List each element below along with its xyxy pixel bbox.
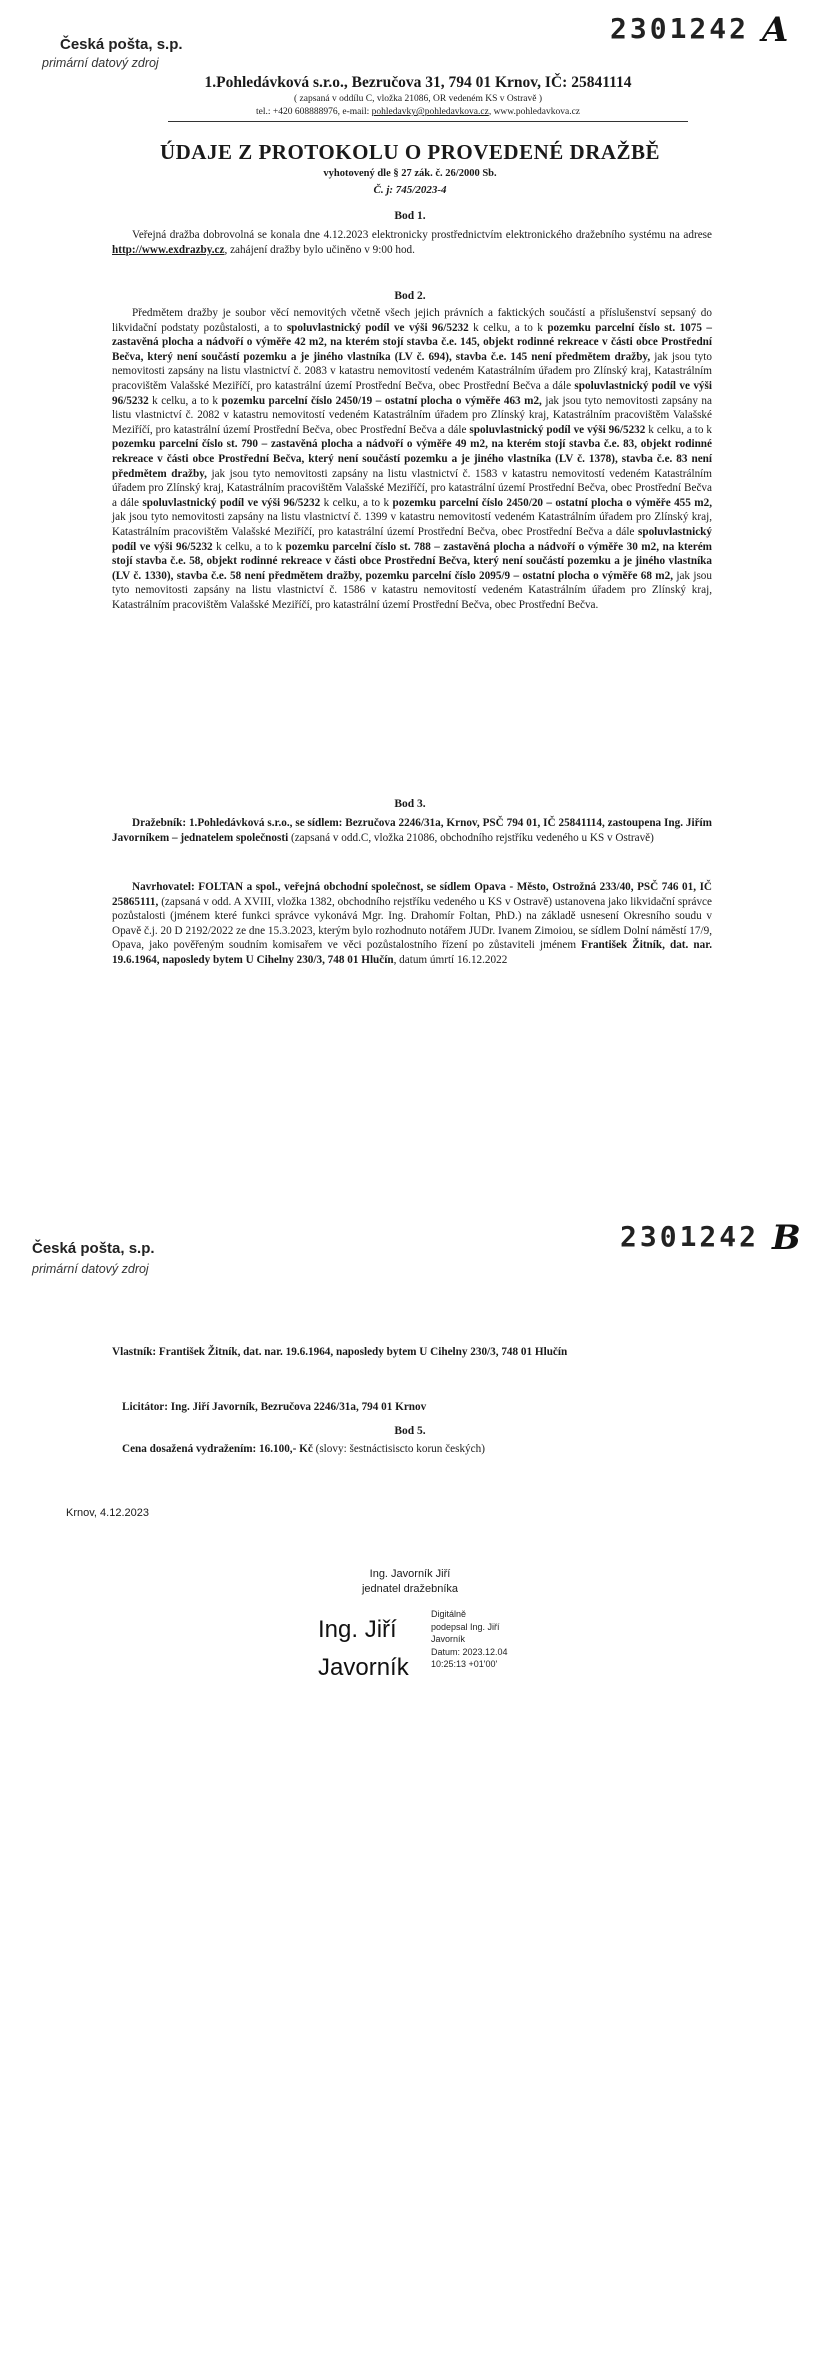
section-heading-bod5: Bod 5. xyxy=(394,1425,426,1437)
bod2-part: k celku, a to k xyxy=(468,321,548,334)
price-line xyxy=(122,1442,722,1457)
bod2-part: pozemku parcelní číslo st. 1075 – zastavěná plocha a nádvoří o výměře 42 m2, na kterém stojí stavba č.e. 145, objekt rodinné rekreace v části obce Prostřední Bečva, který není součástí pozemku a je jiného vlastníka (LV č. 694), stavba č.e. 145 není předmětem dražby, xyxy=(112,321,712,363)
page-b xyxy=(0,1150,818,2356)
esig-detail-line: 10:25:13 +01'00' xyxy=(431,1659,498,1669)
owner-line: Vlastník: František Žitník, dat. nar. 19.6.1964, naposledy bytem U Cihelny 230/3, 748 01 Hlučín xyxy=(112,1346,568,1358)
document-letter: A xyxy=(762,10,789,50)
bod2-part: pozemku parcelní číslo st. 790 – zastavěná plocha a nádvoří o výměře 49 m2, na kterém stojí stavba č.e. 83, objekt rodinné rekreace v části obce Prostřední Bečva, který není součástí pozemku a je jiného vlastníka (LV č. 1378), stavba č.e. 83 není předmětem dražby, xyxy=(112,438,712,480)
signer-name: Ing. Javorník Jiří xyxy=(369,1568,451,1580)
bod2-part: Předmětem dražby je soubor věcí nemovitých včetně všech jejich právních a faktických součástí a příslušenství sepsaný do likvidační podstaty pozůstalosti, a to xyxy=(112,307,712,334)
price-words: (slovy: šestnáctisiscto korun českých) xyxy=(312,1443,485,1455)
bod2-part: pozemku parcelní číslo st. 788 – zastavěná plocha a nádvoří o výměře 30 m2, na kterém stojí stavba č.e. 58, objekt rodinné rekreace v části obce Prostřední Bečva, který není součástí pozemku a je jiného vlastníka (LV č. 1330), stavba č.e. 58 není předmětem dražby, pozemku parcelní číslo 2095/9 – ostatní plocha o výměře 68 m2, xyxy=(112,540,712,582)
licitator-line: Licitátor: Ing. Jiří Javorník, Bezručova 2246/31a, 794 01 Krnov xyxy=(122,1401,427,1413)
section-bod1-text xyxy=(112,228,712,257)
bod2-part: k celku, a to k xyxy=(148,394,222,407)
esig-name-last: Javorník xyxy=(318,1654,409,1681)
stamp-subtitle: primární datový zdroj xyxy=(32,1262,149,1276)
company-registration: ( zapsaná v oddílu C, vložka 21086, OR vedeném KS v Ostravě ) xyxy=(293,94,542,104)
page-a xyxy=(0,0,818,1150)
proposer-text: (zapsaná v odd. A XVIII, vložka 1382, obchodního rejstříku vedeného u KS v Ostravě) ustanovena jako likvidační správce pozůstalosti (jménem které funkci správce vykonává Mgr. Ing. Drahomír Foltan, PhD.) na základě usnesení Okresního soudu v Opavě č.j. 20 D 2192/2022 ze dne 15.3.2023, kterým bylo rozhodnuto notářem JUDr. Ivanem Zimoiou, se sídlem Dolní náměstí 17/9, Opava, jako pověřeným soudním komisařem ve věci pozůstalostního řízení po zůstaviteli jménem xyxy=(112,895,712,952)
bod2-part: k celku, a to k xyxy=(320,496,393,509)
contact-email-link[interactable]: pohledavky@pohledavkova.cz xyxy=(371,107,489,117)
header-divider xyxy=(168,121,688,122)
bod2-part: jak jsou tyto nemovitosti zapsány na listu vlastnictví č. 2082 v katastru nemovitostí vedeném Katastrálním úřadem pro Zlínský kraj, Katastrálním pracovištěm Valašské Meziříčí, pro katastrální území Prostřední Bečva, obec Prostřední Bečva a dále xyxy=(112,394,712,436)
esig-details xyxy=(431,1608,571,1671)
bod2-part: spoluvlastnický podíl ve výši 96/5232 xyxy=(112,379,712,407)
company-header: 1.Pohledávková s.r.o., Bezručova 31, 794 01 Krnov, IČ: 25841114 xyxy=(204,74,632,91)
document-subtitle: vyhotovený dle § 27 zák. č. 26/2000 Sb. xyxy=(323,168,497,179)
stamp-source: Česká pošta, s.p. xyxy=(32,1240,155,1257)
bod1-text-b: , zahájení dražby bylo učiněno v 9:00 hod. xyxy=(224,243,415,256)
reference-number: Č. j: 745/2023-4 xyxy=(373,184,447,196)
contact-web: , www.pohledavkova.cz xyxy=(488,107,580,117)
company-contact xyxy=(148,107,688,117)
bod2-part: spoluvlastnický podíl ve výši 96/5232 xyxy=(469,423,646,436)
bod2-part: k celku, a to k xyxy=(645,423,713,436)
esig-detail-line: Digitálně xyxy=(431,1609,467,1619)
bod1-text-a: Veřejná dražba dobrovolná se konala dne 4.12.2023 elektronicky prostřednictvím elektronického dražebního systému na adrese xyxy=(132,229,712,241)
bod2-part: k celku, a to k xyxy=(212,540,286,553)
section-bod2-text xyxy=(112,306,712,612)
section-heading-bod1: Bod 1. xyxy=(394,210,426,222)
bod2-part: jak jsou tyto nemovitosti zapsány na listu vlastnictví č. 1583 v katastru nemovitostí vedeném Katastrálním úřadem pro Zlínský kraj, Katastrálním pracovištěm Valašské Meziříčí, pro katastrální území Prostřední Bečva, obec Prostřední Bečva a dále xyxy=(112,467,712,509)
place-date: Krnov, 4.12.2023 xyxy=(66,1507,149,1519)
bod2-part: spoluvlastnický podíl ve výši 96/5232 xyxy=(112,525,712,553)
section-bod3-proposer xyxy=(112,880,712,968)
contact-tel: tel.: +420 608888976, e-mail: xyxy=(255,107,372,117)
signer-role: jednatel dražebníka xyxy=(361,1583,458,1595)
auctioneer-register: (zapsaná v odd.C, vložka 21086, obchodního rejstříku vedeného u KS v Ostravě) xyxy=(288,831,654,844)
bod2-part: pozemku parcelní číslo 2450/19 – ostatní plocha o výměře 463 m2, xyxy=(221,394,542,407)
section-bod3-auctioneer xyxy=(112,816,712,845)
document-number: 2301242 xyxy=(620,1220,760,1253)
auctioneer-bold: Dražebník: 1.Pohledávková s.r.o., se sídlem: Bezručova 2246/31a, Krnov, PSČ 794 01, IČ 25841114, zastoupena Ing. Jiřím Javorníkem – jednatelem společnosti xyxy=(112,817,712,844)
electronic-signature[interactable] xyxy=(318,1608,578,1703)
document-letter: B xyxy=(772,1218,801,1258)
deceased-bold: František Žitník, dat. nar. 19.6.1964, naposledy bytem U Cihelny 230/3, 748 01 Hlučín xyxy=(112,939,712,966)
stamp-source: Česká pošta, s.p. xyxy=(60,36,183,53)
stamp-subtitle: primární datový zdroj xyxy=(42,56,159,70)
esig-detail-line: podepsal Ing. Jiří xyxy=(431,1621,500,1632)
death-date: , datum úmrtí 16.12.2022 xyxy=(393,953,508,966)
price-label: Cena dosažená vydražením: 16.100,- Kč xyxy=(122,1443,313,1455)
auction-system-link[interactable]: http://www.exdrazby.cz xyxy=(112,243,225,256)
bod2-part: jak jsou tyto nemovitosti zapsány na listu vlastnictví č. 2083 v katastru nemovitostí vedeném Katastrálním úřadem pro Zlínský kraj, Katastrálním pracovištěm Valašské Meziříčí, pro katastrální území Prostřední Bečva, obec Prostřední Bečva a dále xyxy=(112,350,712,392)
section-heading-bod2: Bod 2. xyxy=(394,290,426,302)
esig-detail-line: Javorník xyxy=(431,1634,466,1644)
bod2-part: pozemku parcelní číslo 2450/20 – ostatní plocha o výměře 455 m2, xyxy=(392,496,712,509)
esig-name-first: Ing. Jiří xyxy=(318,1616,397,1643)
document-number: 2301242 xyxy=(610,12,750,45)
section-heading-bod3: Bod 3. xyxy=(394,798,426,810)
bod2-part: spoluvlastnický podíl ve výši 96/5232 xyxy=(142,496,321,509)
bod2-part: jak jsou tyto nemovitosti zapsány na listu vlastnictví č. 1586 v katastru nemovitostí vedeném Katastrálním úřadem pro Zlínský kraj, Katastrálním pracovištěm Valašské Meziříčí, pro katastrální území Prostřední Bečva, obec Prostřední Bečva. xyxy=(112,569,712,611)
bod2-part: spoluvlastnický podíl ve výši 96/5232 xyxy=(286,321,469,334)
proposer-bold: Navrhovatel: FOLTAN a spol., veřejná obchodní společnost, se sídlem Opava - Město, Ostrožná 233/40, PSČ 746 01, IČ 25865111, xyxy=(112,881,712,908)
document-title: ÚDAJE Z PROTOKOLU O PROVEDENÉ DRAŽBĚ xyxy=(159,140,661,164)
bod2-part: jak jsou tyto nemovitosti zapsány na listu vlastnictví č. 1399 v katastru nemovitostí vedeném Katastrálním úřadem pro Zlínský kraj, Katastrálním pracovištěm Valašské Meziříčí, pro katastrální území Prostřední Bečva, obec Prostřední Bečva a dále xyxy=(112,511,712,538)
esig-detail-line: Datum: 2023.12.04 xyxy=(431,1646,508,1657)
